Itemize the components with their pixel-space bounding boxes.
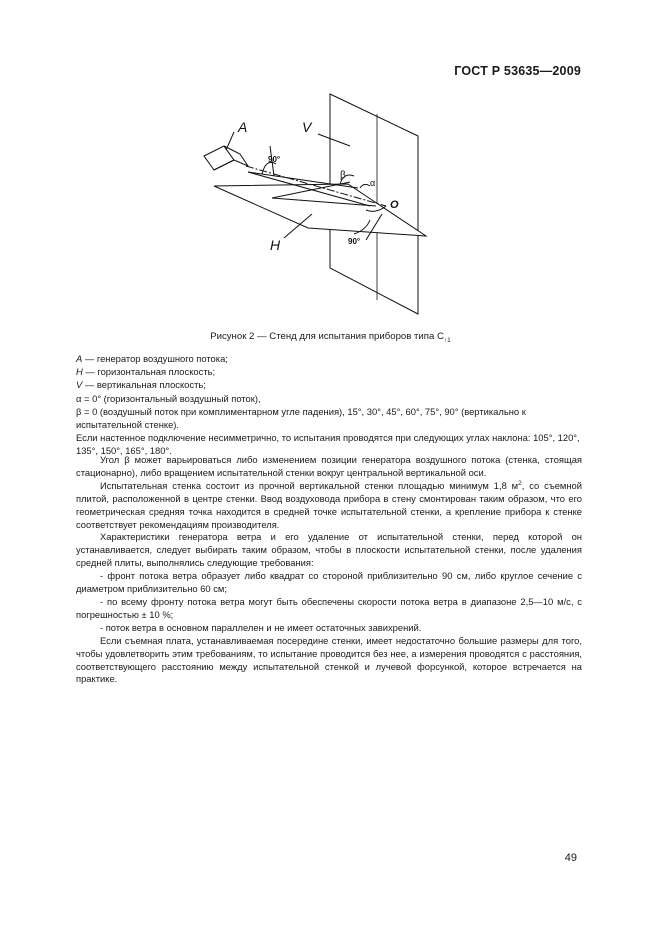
paragraph-test-wall-b: , со съемной плитой, расположенной в центре стенки. Ввод воздуховода прибора в стену смонтирован таким образом, что его геометрическая средняя точка находится в средней точке испытательной стенки, а крепление прибора к стенке соответствует рекомендациям производителя. — [76, 479, 583, 530]
label-alpha: α — [370, 178, 376, 188]
label-90-bottom: 90° — [348, 237, 361, 246]
legend-item — [76, 352, 586, 365]
test-stand-diagram — [190, 88, 450, 320]
label-v: V — [302, 119, 312, 135]
legend-symbol: A — [76, 353, 83, 364]
legend-symbol: V — [76, 379, 83, 391]
page-number: 49 — [564, 852, 577, 864]
label-beta: β — [340, 170, 346, 181]
legend-item — [76, 405, 586, 431]
legend-text: β = 0 (воздушный поток при комплиментарном угле падения), 15°, 30°, 45°, 60°, 75°, 90° (вертикально к испытательной стенке). — [76, 405, 526, 431]
paragraph-generator: Характеристики генератора ветра и его удаление от испытательной стенки, перед которой он устанавливается, следует выбирать таким образом, чтобы в плоскости испытательной стенки, после удаления средней плиты, выполнялись следующие требования: — [76, 531, 582, 569]
requirement-item-1: - фронт потока ветра образует либо квадрат со стороной приблизительно 90 см, либо круглое сечение с диаметром приблизительно 60 см; — [76, 570, 582, 595]
legend-symbol: H — [76, 366, 83, 378]
legend-text: — горизонтальная плоскость; — [82, 366, 216, 378]
figure-caption — [0, 331, 661, 342]
paragraph-angle: Угол β может варьироваться либо изменением позиции генератора воздушного потока (стенка, стоящая стационарно), либо вращением испытательной стенки вокруг центральной вертикальной оси. — [76, 454, 582, 478]
body-text — [76, 454, 582, 686]
label-a: A — [238, 119, 248, 135]
legend-text: — вертикальная плоскость; — [82, 379, 206, 391]
legend-text: Если настенное подключение несимметрично, то испытания проводятся при следующих углах наклона: 105°, 120°, 135°, 150°, 165°, 180°. — [76, 432, 580, 457]
document-header: ГОСТ Р 53635—2009 — [454, 64, 581, 78]
label-h: H — [270, 237, 281, 253]
label-o: O — [390, 199, 399, 211]
legend-item — [76, 378, 586, 391]
legend-text: α = 0° (горизонтальный воздушный поток), — [76, 392, 261, 404]
paragraph-test-wall-a: Испытательная стенка состоит из прочной вертикальной стенки площадью минимум 1,8 м — [100, 479, 519, 491]
paragraph-removable-plate: Если съемная плата, устанавливаемая посередине стенки, имеет недостаточно большие размеры для того, чтобы удовлетворить этим требованиям, то испытание проводится без нее, а измерения проводятся с расстояния, соответствующего расстоянию между испытательной стенкой и лучевой форсункой, которое встречается на практике. — [76, 634, 582, 685]
requirement-item-2: - по всему фронту потока ветра могут быть обеспечены скорости потока ветра в диапазоне 2,5—10 м/с, с погрешностью ± 10 %; — [76, 595, 582, 620]
legend-item — [76, 365, 586, 378]
test-stand-figure — [190, 88, 450, 320]
figure-caption-text: Рисунок 2 — Стенд для испытания приборов типа C — [210, 331, 444, 342]
superscript-2: 2 — [518, 479, 522, 487]
label-90-top: 90° — [268, 155, 281, 164]
figure-caption-subscript: ↑1 — [443, 336, 451, 344]
legend-list — [76, 352, 586, 458]
paragraph-test-wall — [76, 480, 582, 532]
requirement-item-3: - поток ветра в основном параллелен и не имеет остаточных завихрений. — [100, 621, 422, 633]
legend-text: — генератор воздушного потока; — [82, 353, 228, 364]
legend-item — [76, 392, 586, 405]
